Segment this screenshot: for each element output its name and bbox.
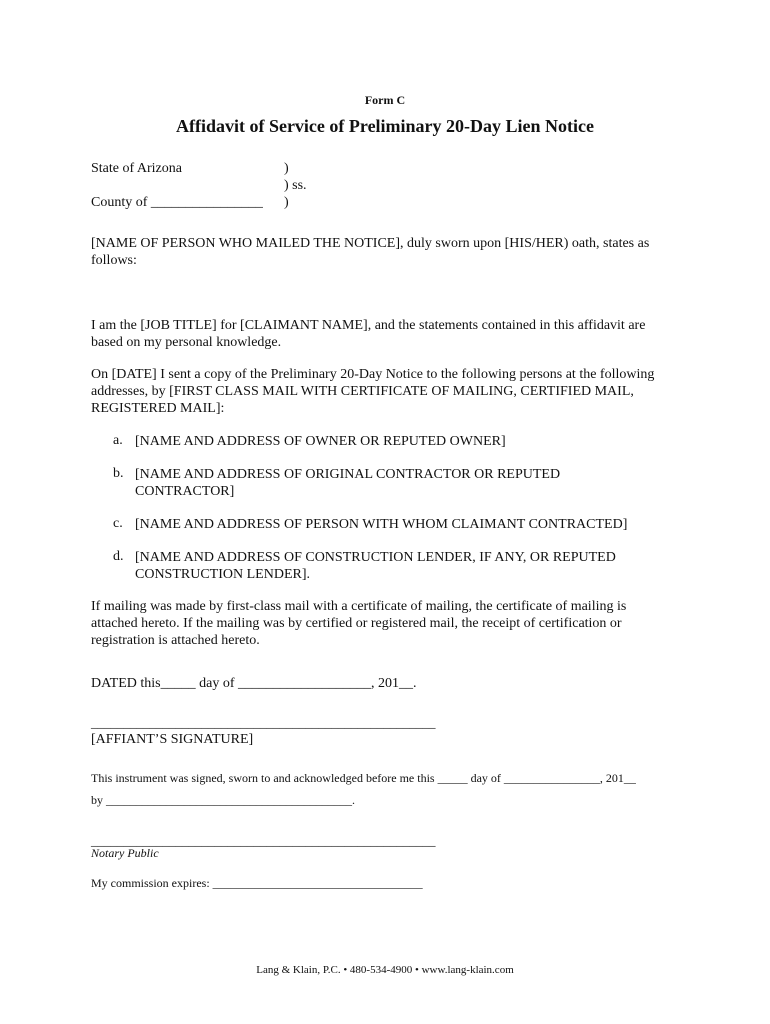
notary-signature-line: _____________________________________________________ bbox=[91, 833, 436, 848]
form-label: Form C bbox=[364, 93, 406, 107]
notary-by-line: by _________________________________________. bbox=[91, 793, 355, 807]
venue-ss: ) ss. bbox=[284, 178, 307, 193]
list-item-lender: [NAME AND ADDRESS OF CONSTRUCTION LENDER, IF ANY, OR REPUTED CONSTRUCTION LENDER]. bbox=[135, 550, 616, 582]
affiant-signature-label: [AFFIANT’S SIGNATURE] bbox=[91, 732, 254, 747]
list-item-letter: b. bbox=[113, 466, 124, 481]
commission-expires-line: My commission expires: ___________________________________ bbox=[91, 876, 423, 890]
venue-paren-1: ) bbox=[284, 161, 289, 176]
intro-paragraph: [NAME OF PERSON WHO MAILED THE NOTICE], duly sworn upon [HIS/HER) oath, states as follows: bbox=[91, 236, 650, 268]
paragraph-mailing: On [DATE] I sent a copy of the Preliminary 20-Day Notice to the following persons at the following addresses, by [FIRST CLASS MAIL WITH CERTIFICATE OF MAILING, CERTIFIED MAIL, REGISTERED MAIL]: bbox=[91, 367, 655, 416]
notary-public-label: Notary Public bbox=[91, 846, 159, 860]
venue-county: County of ________________ bbox=[91, 195, 263, 210]
list-item-letter: c. bbox=[113, 516, 123, 531]
venue-state: State of Arizona bbox=[91, 161, 182, 176]
list-item-contractor: [NAME AND ADDRESS OF ORIGINAL CONTRACTOR OR REPUTED CONTRACTOR] bbox=[135, 467, 561, 499]
notary-acknowledgment: This instrument was signed, sworn to and acknowledged before me this _____ day of ________________, 201__ bbox=[91, 771, 636, 785]
paragraph-personal-knowledge: I am the [JOB TITLE] for [CLAIMANT NAME], and the statements contained in this affidavit are based on my personal knowledge. bbox=[91, 318, 646, 350]
venue-paren-3: ) bbox=[284, 195, 289, 210]
list-item-letter: a. bbox=[113, 433, 123, 448]
document-title: Affidavit of Service of Preliminary 20-Day Lien Notice bbox=[175, 116, 595, 136]
list-item-letter: d. bbox=[113, 549, 124, 564]
footer: Lang & Klain, P.C. • 480-534-4900 • www.lang-klain.com bbox=[256, 964, 514, 976]
list-item-claimant-contract: [NAME AND ADDRESS OF PERSON WITH WHOM CLAIMANT CONTRACTED] bbox=[135, 517, 628, 532]
affiant-signature-line: _____________________________________________________ bbox=[91, 715, 436, 730]
dated-line: DATED this_____ day of ___________________, 201__. bbox=[91, 676, 417, 691]
list-item-owner: [NAME AND ADDRESS OF OWNER OR REPUTED OWNER] bbox=[135, 434, 506, 449]
paragraph-certificate: If mailing was made by first-class mail with a certificate of mailing, the certificate of mailing is attached hereto. If the mailing was by certified or registered mail, the receipt of certification or registration is attached hereto. bbox=[91, 599, 627, 648]
